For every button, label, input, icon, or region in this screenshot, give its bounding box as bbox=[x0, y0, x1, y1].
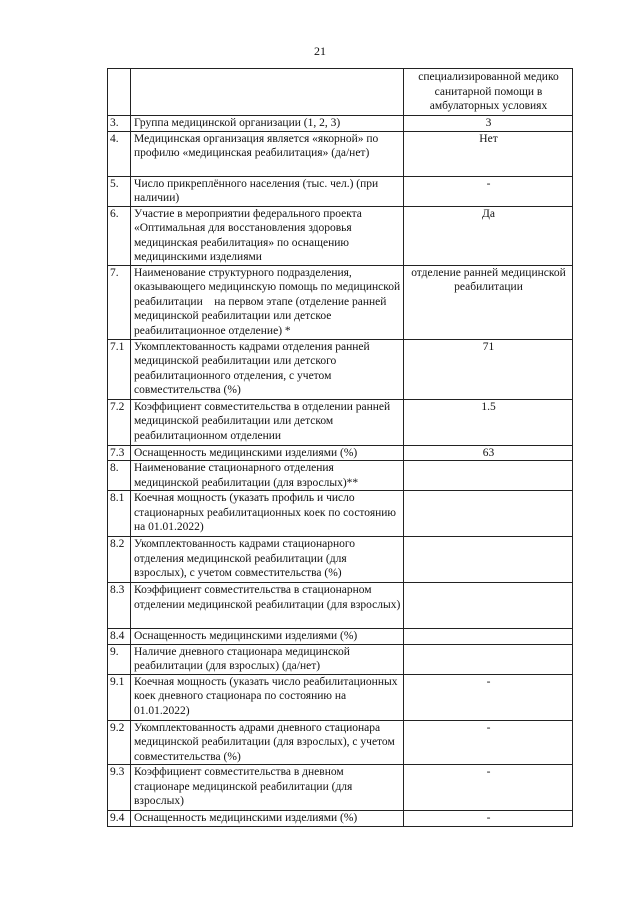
table-row bbox=[108, 720, 573, 765]
row-value: 63 bbox=[404, 445, 573, 461]
header-num-cell bbox=[108, 69, 131, 116]
row-value: - bbox=[404, 765, 573, 811]
row-number: 7.1 bbox=[108, 339, 131, 399]
table-row bbox=[108, 674, 573, 720]
row-name: Оснащенность медицинскими изделиями (%) bbox=[131, 629, 404, 645]
table-row bbox=[108, 583, 573, 629]
table-row bbox=[108, 176, 573, 206]
row-value: - bbox=[404, 811, 573, 827]
table-row bbox=[108, 116, 573, 132]
table-row bbox=[108, 644, 573, 674]
row-value: - bbox=[404, 176, 573, 206]
row-value: - bbox=[404, 674, 573, 720]
table-row bbox=[108, 265, 573, 339]
row-name: Наименование структурного подразделения, оказывающего медицинскую помощь по медицинской реабилитации на первом этапе (отделение ранней медицинской реабилитации или детское реабилитационное отделение) * bbox=[131, 265, 404, 339]
table-row bbox=[108, 537, 573, 583]
table-row bbox=[108, 206, 573, 265]
table-row bbox=[108, 131, 573, 176]
table-row bbox=[108, 765, 573, 811]
row-name: Коечная мощность (указать профиль и число стационарных реабилитационных коек по состоянию на 01.01.2022) bbox=[131, 491, 404, 537]
row-name: Укомплектованность кадрами отделения ранней медицинской реабилитации или детского реабилитационного отделения, с учетом совместительства (%) bbox=[131, 339, 404, 399]
row-name: Число прикреплённого населения (тыс. чел.) (при наличии) bbox=[131, 176, 404, 206]
row-number: 9.1 bbox=[108, 674, 131, 720]
row-name: Оснащенность медицинскими изделиями (%) bbox=[131, 811, 404, 827]
row-number: 9. bbox=[108, 644, 131, 674]
row-number: 7.3 bbox=[108, 445, 131, 461]
row-number: 6. bbox=[108, 206, 131, 265]
row-name: Группа медицинской организации (1, 2, 3) bbox=[131, 116, 404, 132]
table-row bbox=[108, 491, 573, 537]
row-value: 71 bbox=[404, 339, 573, 399]
table-header-row bbox=[108, 69, 573, 116]
page-number: 21 bbox=[314, 44, 326, 58]
row-name: Коэффициент совместительства в стационарном отделении медицинской реабилитации (для взрослых) bbox=[131, 583, 404, 629]
row-name: Оснащенность медицинскими изделиями (%) bbox=[131, 445, 404, 461]
row-name: Укомплектованность кадрами стационарного отделения медицинской реабилитации (для взрослых), с учетом совместительства (%) bbox=[131, 537, 404, 583]
row-name: Коечная мощность (указать число реабилитационных коек дневного стационара по состоянию на 01.01.2022) bbox=[131, 674, 404, 720]
row-name: Укомплектованность адрами дневного стационара медицинской реабилитации (для взрослых), с учетом совместительства (%) bbox=[131, 720, 404, 765]
row-value bbox=[404, 491, 573, 537]
row-value: 1.5 bbox=[404, 399, 573, 445]
row-value bbox=[404, 644, 573, 674]
row-name: Наличие дневного стационара медицинской реабилитации (для взрослых) (да/нет) bbox=[131, 644, 404, 674]
row-name: Коэффициент совместительства в отделении ранней медицинской реабилитации или детском реабилитационном отделении bbox=[131, 399, 404, 445]
row-value bbox=[404, 629, 573, 645]
table-row bbox=[108, 461, 573, 491]
table-row bbox=[108, 445, 573, 461]
header-name-cell bbox=[131, 69, 404, 116]
row-number: 9.2 bbox=[108, 720, 131, 765]
row-name: Коэффициент совместительства в дневном стационаре медицинской реабилитации (для взрослых) bbox=[131, 765, 404, 811]
table-row bbox=[108, 339, 573, 399]
row-number: 3. bbox=[108, 116, 131, 132]
row-number: 8.4 bbox=[108, 629, 131, 645]
row-value bbox=[404, 537, 573, 583]
table-row bbox=[108, 811, 573, 827]
header-value-cell: специализированной медико санитарной помощи в амбулаторных условиях bbox=[404, 69, 573, 116]
row-value bbox=[404, 583, 573, 629]
row-value: 3 bbox=[404, 116, 573, 132]
row-value: - bbox=[404, 720, 573, 765]
row-number: 4. bbox=[108, 131, 131, 176]
row-number: 8.1 bbox=[108, 491, 131, 537]
row-value bbox=[404, 461, 573, 491]
row-name: Участие в мероприятии федерального проекта «Оптимальная для восстановления здоровья медицинская реабилитация» по оснащению медицинскими изделиями bbox=[131, 206, 404, 265]
table-row bbox=[108, 399, 573, 445]
table-row bbox=[108, 629, 573, 645]
row-name: Медицинская организация является «якорной» по профилю «медицинская реабилитация» (да/нет) bbox=[131, 131, 404, 176]
row-number: 5. bbox=[108, 176, 131, 206]
row-number: 7. bbox=[108, 265, 131, 339]
row-number: 8.3 bbox=[108, 583, 131, 629]
row-number: 9.4 bbox=[108, 811, 131, 827]
row-value: отделение ранней медицинской реабилитации bbox=[404, 265, 573, 339]
row-value: Да bbox=[404, 206, 573, 265]
row-number: 8.2 bbox=[108, 537, 131, 583]
row-number: 7.2 bbox=[108, 399, 131, 445]
row-number: 9.3 bbox=[108, 765, 131, 811]
indicators-table bbox=[107, 68, 573, 827]
row-number: 8. bbox=[108, 461, 131, 491]
row-name: Наименование стационарного отделения медицинской реабилитации (для взрослых)** bbox=[131, 461, 404, 491]
row-value: Нет bbox=[404, 131, 573, 176]
